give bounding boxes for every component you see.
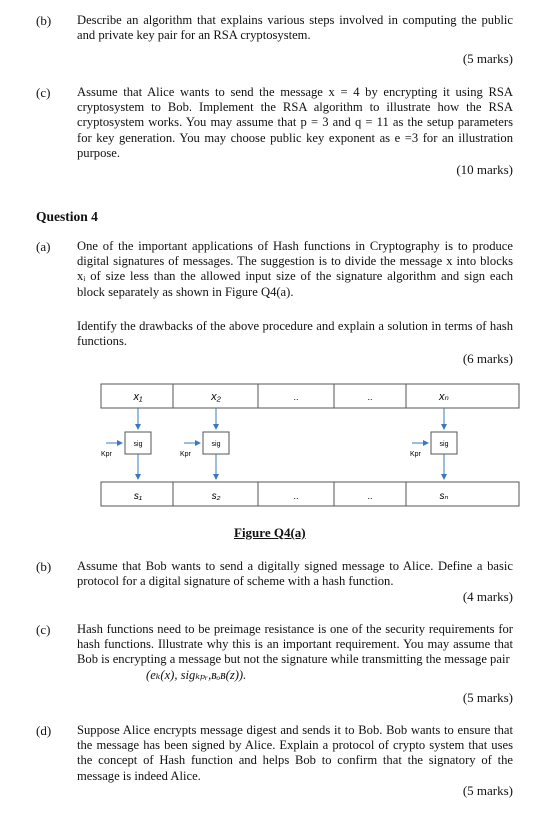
q4b-label: (b) [36, 559, 52, 574]
q4a-text-2: Identify the drawbacks of the above procedure and explain a solution in terms of hash functions. [77, 319, 513, 349]
sig-label: sig [439, 441, 449, 448]
q4d-label: (d) [36, 723, 52, 738]
sig-block-n [410, 408, 457, 479]
sig-label: sig [211, 441, 221, 448]
output-s1: s₁ [133, 491, 143, 502]
q4c-formula: (eₖ(x), sigₖₚᵣ,ʙₒʙ(z)). [146, 668, 247, 682]
q4c-marks: (5 marks) [462, 690, 513, 705]
q3c-label: (c) [36, 85, 51, 100]
q3b-marks: (5 marks) [462, 51, 513, 66]
q4b-text: Assume that Bob wants to send a digitally signed message to Alice. Define a basic protocol for a digital signature of scheme with a hash function. [77, 559, 513, 589]
q3c-text: Assume that Alice wants to send the message x = 4 by encrypting it using RSA cryptosystem to Bob. Implement the RSA algorithm to illustrate how the RSA cryptosystem works. You may assume that p = 3 and q = 11 as the setup parameters for key generation. You may choose public key exponent as e =3 for an illustration purpose. [77, 85, 513, 160]
q4d-marks: (5 marks) [462, 783, 513, 798]
input-dots: .. [367, 392, 373, 402]
input-x2: x₂ [211, 391, 221, 403]
q4c-text: Hash functions need to be preimage resistance is one of the security requirements for hash functions. Illustrate why this is an important requirement. You may assume that Bob is encrypting a message but not the signature while transmitting the message pair [77, 622, 513, 667]
q4c-label: (c) [36, 622, 51, 637]
q3b-text: Describe an algorithm that explains various steps involved in computing the public and private key pair for an RSA cryptosystem. [77, 13, 513, 43]
q4a-marks: (6 marks) [462, 351, 513, 366]
kpr-label: Kpr [410, 451, 421, 458]
sig-block-1 [101, 408, 151, 479]
input-xn: xₙ [439, 391, 449, 403]
output-dots: .. [367, 491, 373, 501]
input-x1: x₁ [133, 391, 143, 403]
q4b-marks: (4 marks) [462, 589, 513, 604]
kpr-label: Kpr [101, 451, 112, 458]
sig-label: sig [133, 441, 143, 448]
q4a-label: (a) [36, 239, 51, 254]
figure-q4a [98, 382, 522, 522]
input-row [101, 384, 519, 408]
output-dots: .. [293, 491, 299, 501]
figure-q4a-diagram [98, 382, 522, 522]
output-s2: s₂ [211, 491, 221, 502]
output-row [101, 482, 519, 506]
q4a-text-1: One of the important applications of Hash functions in Cryptography is to produce digital signatures of messages. The suggestion is to divide the message x into blocks xᵢ of size less than the allowed input size of the signature algorithm and sign each block separately as shown in Figure Q4(a). [77, 239, 513, 299]
output-sn: sₙ [439, 491, 449, 502]
q3c-marks: (10 marks) [456, 162, 513, 177]
q4d-text: Suppose Alice encrypts message digest and sends it to Bob. Bob wants to ensure that the message has been signed by Alice. Explain a protocol of crypto system that uses the concept of Hash function and helps Bob to confirm that the signatory of the message is indeed Alice. [77, 723, 513, 783]
sig-block-2 [180, 408, 229, 479]
input-dots: .. [293, 392, 299, 402]
kpr-label: Kpr [180, 451, 191, 458]
figure-caption: Figure Q4(a) [234, 525, 306, 540]
q3b-label: (b) [36, 13, 52, 28]
question-4-heading: Question 4 [36, 209, 98, 224]
